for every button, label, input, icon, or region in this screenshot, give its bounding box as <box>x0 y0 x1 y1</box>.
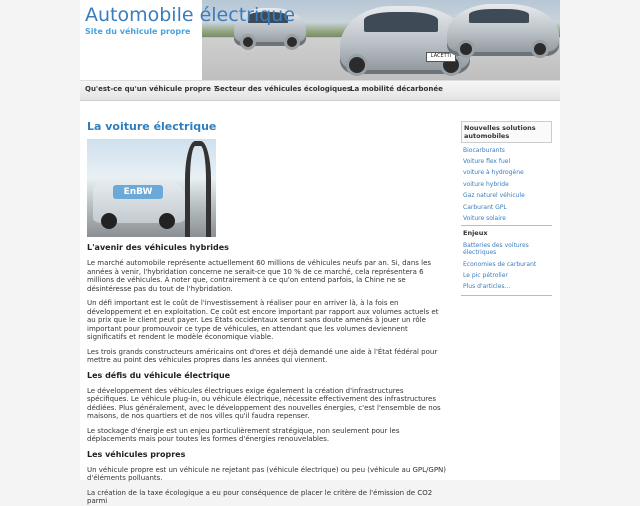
heading-hybrides: L'avenir des véhicules hybrides <box>87 243 229 252</box>
sidebar-box-title: Nouvelles solutions automobiles <box>461 121 552 143</box>
nav-item-vehicule-propre[interactable]: Qu'est-ce qu'un véhicule propre ? <box>85 85 218 93</box>
sidebar-link[interactable]: voiture à hydrogène <box>463 169 524 176</box>
sidebar-link[interactable]: Biocarburants <box>463 147 505 154</box>
car-brand-text: EnBW <box>113 185 163 199</box>
page-wrapper <box>80 0 560 505</box>
paragraph: La création de la taxe écologique a eu pour conséquence de placer le critère de l'émission de CO2 parmi <box>87 488 433 505</box>
car-graphic <box>447 4 559 56</box>
nav-item-secteur-vehicules[interactable]: Secteur des véhicules écologiques <box>215 85 352 93</box>
paragraph: Un défi important est le coût de l'investissement à réaliser pour en arriver là, à la fois en développement et en exploitation. Ce coût est encore important par rapport aux volumes actuels et au prix que le client peut payer. Les États occidentaux seront sans doute amenés à jouer un rôle important pour promouvoir ce type de véhicules, en attendant que les volumes deviennent significatifs et rendent le modèle économique viable. <box>87 299 439 341</box>
sidebar-link[interactable]: Le pic pétrolier <box>463 272 508 279</box>
sidebar-link[interactable]: Voiture flex fuel <box>463 158 511 165</box>
sidebar-link[interactable]: Carburant GPL <box>463 204 507 211</box>
paragraph: Le développement des véhicules électriques exige également la création d'infrastructures spécifiques. Le véhicule plug-in, ou véhicule électrique, nécessite effectivement des infrastructures dédiées. Plus généralement, avec le développement des nouvelles énergies, c'est l'ensemble de nos maisons, de nos quartiers et de nos villes qu'il faudra repenser. <box>87 386 441 420</box>
sidebar-link[interactable]: Gaz naturel véhicule <box>463 192 525 199</box>
sidebar-link[interactable]: Economies de carburant <box>463 261 537 268</box>
sidebar-link[interactable]: Voiture solaire <box>463 215 506 222</box>
sidebar <box>461 121 552 290</box>
paragraph: Un véhicule propre est un véhicule ne rejetant pas (véhicule électrique) ou peu (véhicule au GPL/GPN) d'éléments polluants. <box>87 465 447 482</box>
license-plate: LACETTI <box>426 52 456 62</box>
sidebar-section-title: Enjeux <box>463 229 488 237</box>
sidebar-divider <box>461 295 552 296</box>
site-title[interactable]: Automobile électrique <box>85 4 296 26</box>
sidebar-divider <box>461 225 552 226</box>
nav-item-mobilite-decarbonee[interactable]: La mobilité décarbonée <box>350 85 443 93</box>
article-title: La voiture électrique <box>87 120 217 133</box>
sidebar-link[interactable]: Batteries des voitures électriques <box>463 242 529 256</box>
heading-defis: Les défis du véhicule électrique <box>87 370 231 380</box>
paragraph: Le marché automobile représente actuellement 60 millions de véhicules neufs par an. Si, dans les années à venir, l'hybridation concerne ne serait-ce que 10 % de ce marché, cela représentera 6 millions de véhicules. À noter que, contrairement à ce qu'on entend parfois, la Chine ne se désintéresse pas du tout de l'hybridation. <box>87 259 432 293</box>
site-tagline: Site du véhicule propre <box>85 27 191 36</box>
sidebar-link[interactable]: voiture hybride <box>463 181 509 188</box>
electric-car-charging-photo <box>87 139 216 237</box>
paragraph: Le stockage d'énergie est un enjeu particulièrement stratégique, non seulement pour les déplacements mais pour toutes les formes d'énergies renouvelables. <box>87 426 400 443</box>
sidebar-link[interactable]: Plus d'articles... <box>463 283 511 290</box>
paragraph: Les trois grands constructeurs américains ont d'ores et déjà demandé une aide à l'État fédéral pour mettre au point des véhicules propres dans les années qui viennent. <box>87 347 438 364</box>
heading-vehicules-propres: Les véhicules propres <box>87 449 186 459</box>
site-header <box>80 0 560 80</box>
main-content <box>87 120 447 506</box>
main-navigation <box>80 80 560 101</box>
